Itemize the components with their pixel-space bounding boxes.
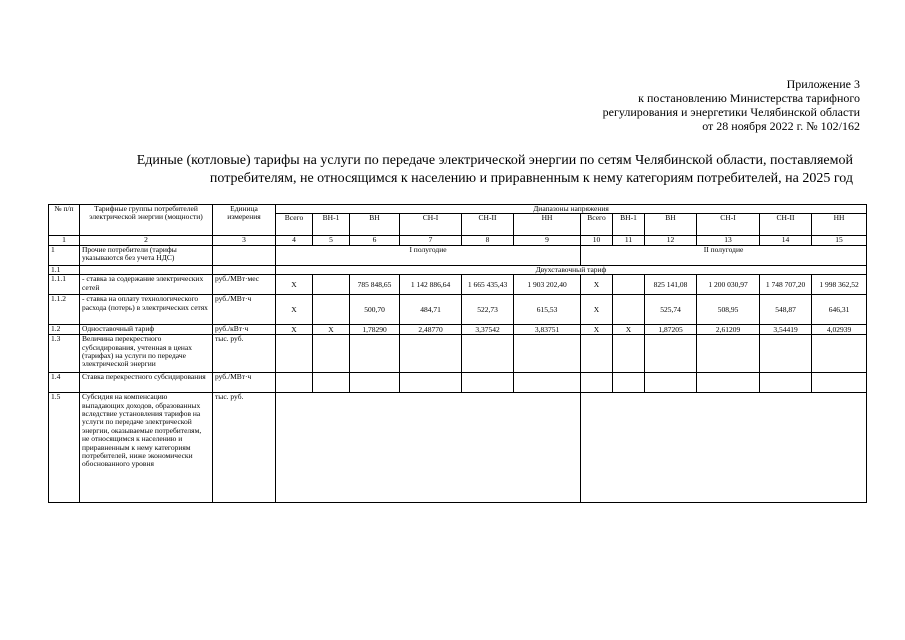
row-num: 1.1.2 [49, 295, 80, 325]
value-cell: 522,73 [462, 295, 514, 325]
value-cell: 1,78290 [350, 325, 400, 335]
row-unit [213, 245, 276, 265]
row-unit: руб./МВт·ч [213, 373, 276, 393]
table-row [49, 275, 867, 295]
column-number: 4 [276, 236, 313, 245]
empty-cell [697, 335, 760, 373]
document-title-line: потребителям, не относящимся к населению и приравненным к нему категориям потребителей, на 2025 год [209, 171, 853, 186]
empty-cell [400, 335, 462, 373]
value-cell: Х [276, 325, 313, 335]
value-cell: Х [581, 325, 613, 335]
row-num: 1 [49, 245, 80, 265]
row-num: 1.1.1 [49, 275, 80, 295]
tariffs-table [48, 204, 867, 503]
row-unit: руб./МВт·ч [213, 295, 276, 325]
header-level: НН [812, 214, 867, 236]
value-cell: 3,54419 [760, 325, 812, 335]
empty-cell [350, 373, 400, 393]
empty-cell [400, 373, 462, 393]
column-number: 13 [697, 236, 760, 245]
value-cell: 525,74 [645, 295, 697, 325]
value-cell: 646,31 [812, 295, 867, 325]
value-cell: 3,83751 [514, 325, 581, 335]
header-level: Всего [581, 214, 613, 236]
table-row [49, 335, 867, 373]
value-cell: 3,37542 [462, 325, 514, 335]
section-label: Двухставочный тариф [276, 265, 867, 274]
value-cell: 1 142 886,64 [400, 275, 462, 295]
row-name: Субсидия на компенсацию выпадающих доходов, образованных вследствие установления тарифов на услуги по передаче электрической энергии, оказываемые потребителям, не относящимся к населению и приравненным к нему категориям потребителей, ниже экономически обоснованного уровня [80, 393, 213, 503]
value-cell: Х [313, 325, 350, 335]
column-number: 11 [613, 236, 645, 245]
value-cell [613, 275, 645, 295]
column-number: 3 [213, 236, 276, 245]
header-level: Всего [276, 214, 313, 236]
row-name: - ставка на оплату технологического расхода (потерь) в электрических сетях [80, 295, 213, 325]
value-cell: Х [581, 275, 613, 295]
value-cell: 1 998 362,52 [812, 275, 867, 295]
column-number: 15 [812, 236, 867, 245]
header-num: № п/п [49, 205, 80, 236]
row-num: 1.5 [49, 393, 80, 503]
table-row [49, 373, 867, 393]
empty-cell [581, 393, 867, 503]
empty-cell [812, 373, 867, 393]
empty-cell [276, 393, 581, 503]
value-cell: 4,02939 [812, 325, 867, 335]
column-number: 9 [514, 236, 581, 245]
empty-cell [613, 373, 645, 393]
header-level: ВН [350, 214, 400, 236]
header-level: СН-II [760, 214, 812, 236]
table-row [49, 295, 867, 325]
value-cell: Х [276, 295, 313, 325]
column-number: 5 [313, 236, 350, 245]
row-num: 1.3 [49, 335, 80, 373]
value-cell: 2,61209 [697, 325, 760, 335]
annex-date: от 28 ноября 2022 г. № 102/162 [702, 119, 860, 133]
row-name: Ставка перекрестного субсидирования [80, 373, 213, 393]
table-row [49, 325, 867, 335]
header-level: ВН-1 [613, 214, 645, 236]
empty-cell [581, 373, 613, 393]
row-name: Прочие потребители (тарифы указываются без учета НДС) [80, 245, 213, 265]
value-cell: 2,48770 [400, 325, 462, 335]
half-year-label: II полугодие [581, 245, 867, 265]
row-unit: тыс. руб. [213, 335, 276, 373]
header-ranges: Диапазоны напряжения [276, 205, 867, 214]
annex-line: регулирования и энергетики Челябинской области [602, 105, 860, 119]
row-name [80, 265, 213, 274]
header-group: Тарифные группы потребителей электрической энергии (мощности) [80, 205, 213, 236]
empty-cell [613, 335, 645, 373]
row-num: 1.4 [49, 373, 80, 393]
empty-cell [812, 335, 867, 373]
column-number: 6 [350, 236, 400, 245]
column-number: 2 [80, 236, 213, 245]
table-row [49, 393, 867, 503]
value-cell [313, 295, 350, 325]
column-number: 14 [760, 236, 812, 245]
table-row [49, 245, 867, 265]
empty-cell [350, 335, 400, 373]
empty-cell [760, 335, 812, 373]
header-level: ВН [645, 214, 697, 236]
empty-cell [313, 335, 350, 373]
header-level: НН [514, 214, 581, 236]
column-number: 1 [49, 236, 80, 245]
header-unit: Единица измерения [213, 205, 276, 236]
value-cell: 548,87 [760, 295, 812, 325]
table-row [49, 265, 867, 274]
row-num: 1.1 [49, 265, 80, 274]
empty-cell [514, 335, 581, 373]
value-cell [313, 275, 350, 295]
header-level: СН-I [400, 214, 462, 236]
value-cell: 1 665 435,43 [462, 275, 514, 295]
half-year-label: I полугодие [276, 245, 581, 265]
empty-cell [697, 373, 760, 393]
empty-cell [514, 373, 581, 393]
column-number: 10 [581, 236, 613, 245]
value-cell: Х [613, 325, 645, 335]
empty-cell [462, 335, 514, 373]
row-name: Одноставочный тариф [80, 325, 213, 335]
value-cell: 1 748 707,20 [760, 275, 812, 295]
empty-cell [276, 335, 313, 373]
row-name: Величина перекрестного субсидирования, учтенная в ценах (тарифах) на услуги по передаче электрической энергии [80, 335, 213, 373]
annex-title: Приложение 3 [786, 77, 860, 91]
row-unit: руб./МВт·мес [213, 275, 276, 295]
row-unit: руб./кВт·ч [213, 325, 276, 335]
value-cell: 1 903 202,40 [514, 275, 581, 295]
row-unit [213, 265, 276, 274]
value-cell: 484,71 [400, 295, 462, 325]
empty-cell [645, 335, 697, 373]
value-cell: Х [276, 275, 313, 295]
value-cell [613, 295, 645, 325]
column-numbers-row [49, 236, 867, 245]
row-unit: тыс. руб. [213, 393, 276, 503]
empty-cell [313, 373, 350, 393]
value-cell: 825 141,08 [645, 275, 697, 295]
column-number: 7 [400, 236, 462, 245]
row-name: - ставка за содержание электрических сетей [80, 275, 213, 295]
header-level: СН-II [462, 214, 514, 236]
header-level: СН-I [697, 214, 760, 236]
document-title-line: Единые (котловые) тарифы на услуги по передаче электрической энергии по сетям Челябинской области, поставляемой [136, 153, 853, 168]
empty-cell [760, 373, 812, 393]
row-num: 1.2 [49, 325, 80, 335]
column-number: 8 [462, 236, 514, 245]
value-cell: 615,53 [514, 295, 581, 325]
empty-cell [276, 373, 313, 393]
value-cell: 508,95 [697, 295, 760, 325]
header-row [49, 205, 867, 214]
empty-cell [645, 373, 697, 393]
value-cell: 785 848,65 [350, 275, 400, 295]
annex-reference [603, 77, 860, 133]
header-level: ВН-1 [313, 214, 350, 236]
value-cell: 500,70 [350, 295, 400, 325]
column-number: 12 [645, 236, 697, 245]
annex-line: к постановлению Министерства тарифного [638, 91, 860, 105]
value-cell: Х [581, 295, 613, 325]
empty-cell [462, 373, 514, 393]
value-cell: 1 200 030,97 [697, 275, 760, 295]
document-title [48, 152, 853, 188]
empty-cell [581, 335, 613, 373]
value-cell: 1,87205 [645, 325, 697, 335]
